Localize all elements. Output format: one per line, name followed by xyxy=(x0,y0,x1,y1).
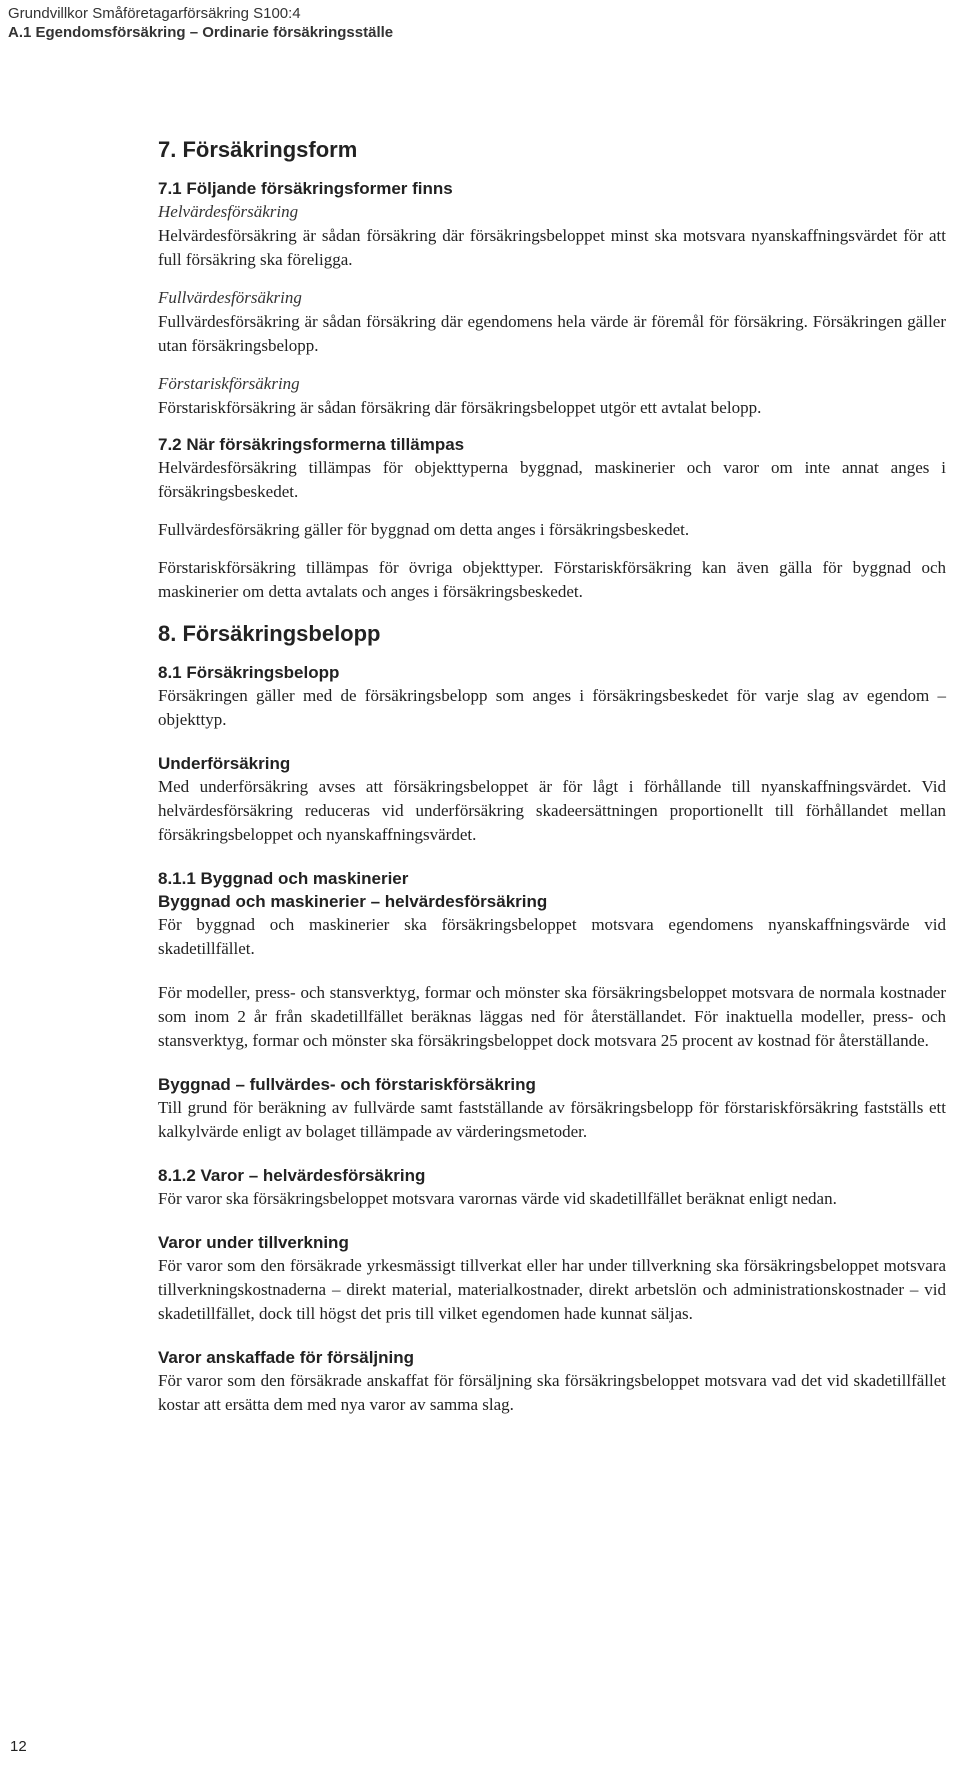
byggnad-fullvarde-heading: Byggnad – fullvärdes- och förstariskförsäkring xyxy=(158,1075,536,1094)
section-8-heading: 8. Försäkringsbelopp xyxy=(158,621,381,646)
section-7-1-heading: 7.1 Följande försäkringsformer finns xyxy=(158,179,453,198)
forstariskforsakring-text: Förstariskförsäkring är sådan försäkring där försäkringsbeloppet utgör ett avtalat belopp. xyxy=(158,398,762,417)
section-7-2-paragraph-2: Fullvärdesförsäkring gäller för byggnad om detta anges i försäkringsbeskedet. xyxy=(158,520,690,539)
section-7-2-paragraph-3: Förstariskförsäkring tillämpas för övriga objekttyper. Förstariskförsäkring kan även gälla för byggnad och maskinerier om detta avtalats och anges i försäkringsbeskedet. xyxy=(158,558,946,601)
byggnad-fullvarde-text: Till grund för beräkning av fullvärde samt fastställande av försäkringsbelopp för förstariskförsäkring fastställs ett kalkylvärde enligt av bolaget tillämpade av värderingsmetoder. xyxy=(158,1098,946,1141)
varor-forsaljning-text: För varor som den försäkrade anskaffat för försäljning ska försäkringsbeloppet motsvara vad det vid skadetillfället kostar att ersätta dem med nya varor av samma slag. xyxy=(158,1371,946,1414)
helvardesforsakring-text: Helvärdesförsäkring är sådan försäkring där försäkringsbeloppet minst ska motsvara nyanskaffningsvärdet för att full försäkring ska föreligga. xyxy=(158,226,946,269)
document-title: Grundvillkor Småföretagarförsäkring S100:4 xyxy=(8,5,301,22)
byggnad-helvarde-text: För byggnad och maskinerier ska försäkringsbeloppet motsvara egendomens nyanskaffningsvärde vid skadetillfället. xyxy=(158,915,946,958)
helvardesforsakring-label: Helvärdesförsäkring xyxy=(158,202,299,221)
page-header xyxy=(8,4,393,42)
section-8-1-1-heading: 8.1.1 Byggnad och maskinerier xyxy=(158,869,409,888)
modeller-text: För modeller, press- och stansverktyg, formar och mönster ska försäkringsbeloppet motsvara de normala kostnader som inom 2 år från skadetillfället beräknas läggas ned för återställandet. För inaktuella modeller, press- och stansverktyg, formar och mönster ska försäkringsbeloppet dock motsvara 25 procent av kostnad för återställande. xyxy=(158,983,946,1050)
section-8-1-2-text: För varor ska försäkringsbeloppet motsvara varornas värde vid skadetillfället beräknat enligt nedan. xyxy=(158,1189,837,1208)
fullvardesforsakring-label: Fullvärdesförsäkring xyxy=(158,288,302,307)
varor-tillverkning-text: För varor som den försäkrade yrkesmässigt tillverkat eller har under tillverkning ska försäkringsbeloppet motsvara tillverkningskostnaderna – direkt material, materialkostnader, direkt arbetslön och administrationskostnader – vid skadetillfället, dock till högst det pris till vilket egendomen hade kunnat säljas. xyxy=(158,1256,946,1323)
section-7-2-paragraph-1: Helvärdesförsäkring tillämpas för objekttyperna byggnad, maskinerier och varor om inte annat anges i försäkringsbeskedet. xyxy=(158,458,946,501)
underforsakring-text: Med underförsäkring avses att försäkringsbeloppet är för lågt i förhållande till nyanskaffningsvärdet. Vid helvärdesförsäkring reduceras vid underförsäkring skadeersättningen proportionellt till förhållandet mellan försäkringsbeloppet och nyanskaffningsvärdet. xyxy=(158,777,946,844)
byggnad-helvarde-heading: Byggnad och maskinerier – helvärdesförsäkring xyxy=(158,892,548,911)
page-number: 12 xyxy=(10,1738,27,1755)
varor-forsaljning-heading: Varor anskaffade för försäljning xyxy=(158,1348,415,1367)
forstariskforsakring-label: Förstariskförsäkring xyxy=(158,374,300,393)
underforsakring-heading: Underförsäkring xyxy=(158,754,291,773)
fullvardesforsakring-text: Fullvärdesförsäkring är sådan försäkring där egendomens hela värde är föremål för försäkring. Försäkringen gäller utan försäkringsbelopp. xyxy=(158,312,946,355)
document-body xyxy=(158,136,946,1417)
document-subtitle: A.1 Egendomsförsäkring – Ordinarie försäkringsställe xyxy=(8,24,394,41)
varor-tillverkning-heading: Varor under tillverkning xyxy=(158,1233,349,1252)
section-8-1-2-heading: 8.1.2 Varor – helvärdesförsäkring xyxy=(158,1166,426,1185)
section-8-1-text: Försäkringen gäller med de försäkringsbelopp som anges i försäkringsbeskedet för varje slag av egendom – objekttyp. xyxy=(158,686,946,729)
section-8-1-heading: 8.1 Försäkringsbelopp xyxy=(158,663,340,682)
section-7-heading: 7. Försäkringsform xyxy=(158,137,358,162)
section-7-2-heading: 7.2 När försäkringsformerna tillämpas xyxy=(158,435,465,454)
